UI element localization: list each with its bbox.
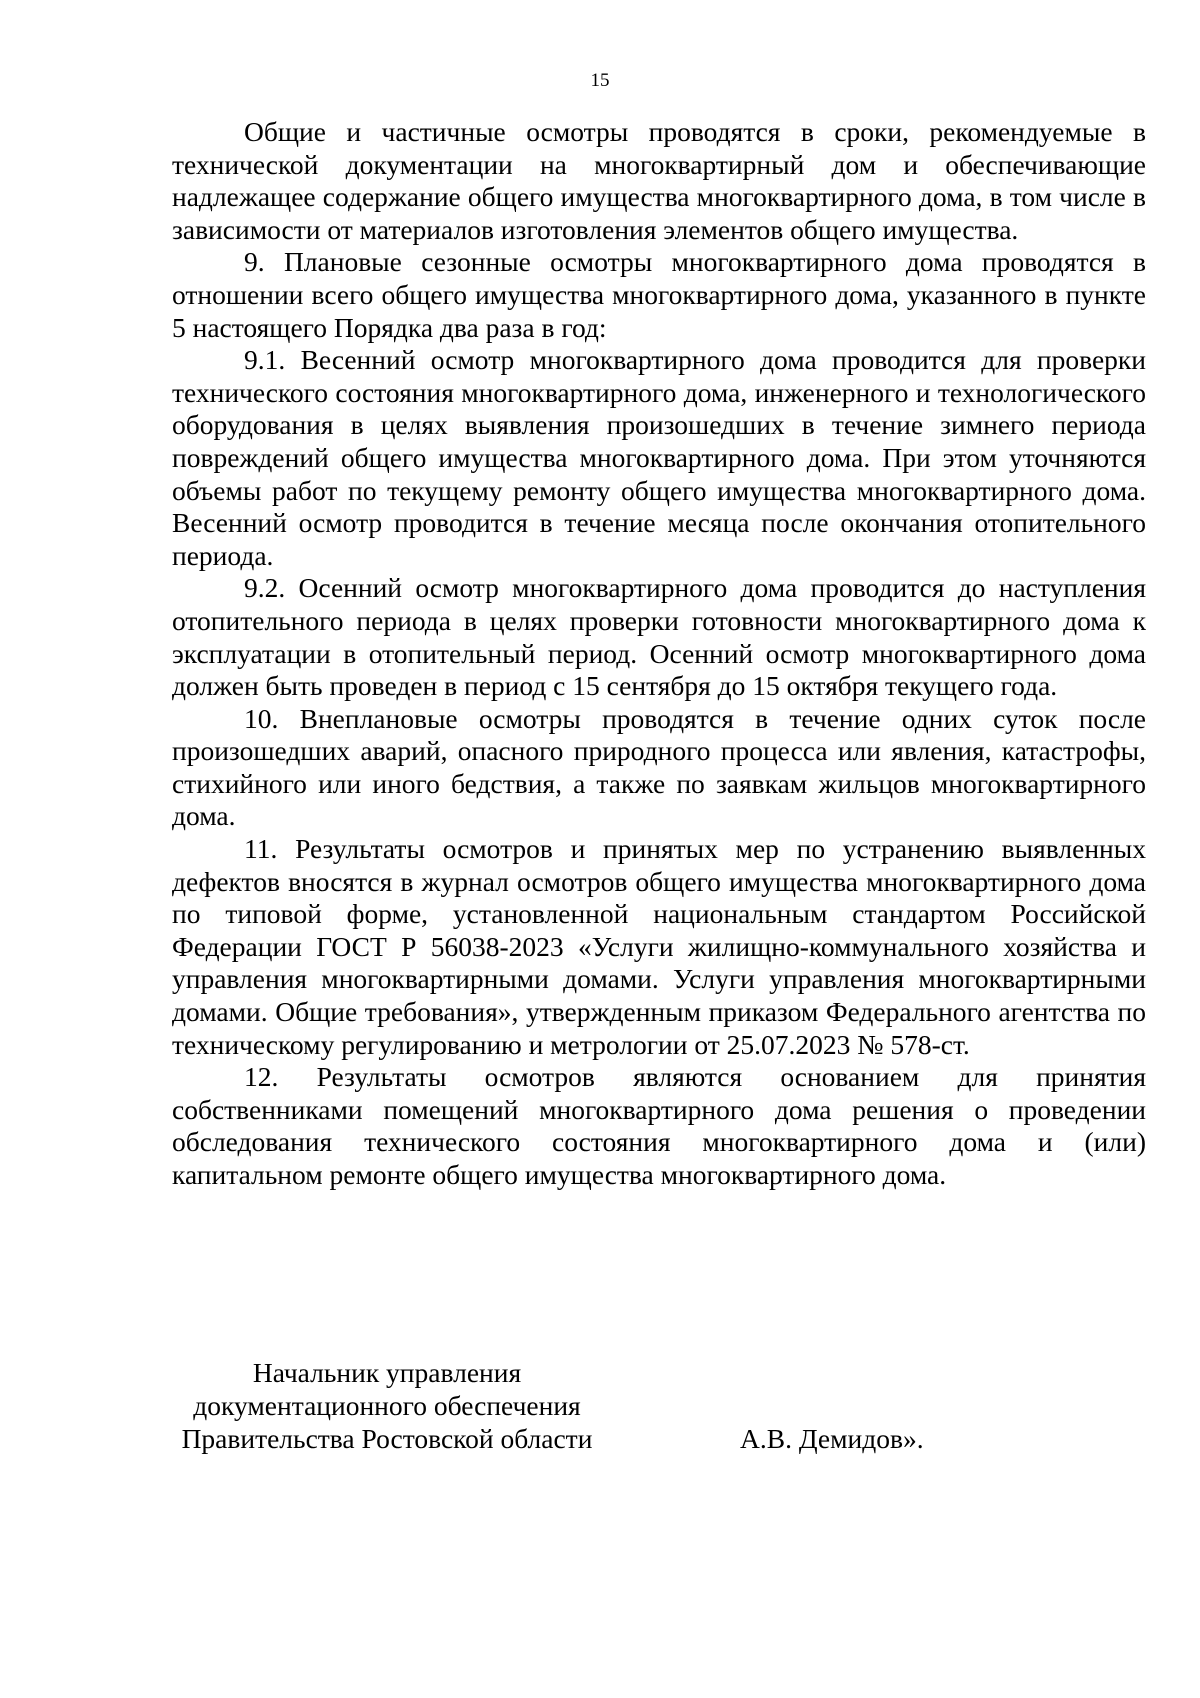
- signatory-title: [172, 1356, 602, 1455]
- signature-block: [172, 1356, 1146, 1466]
- signatory-name: А.В. Демидов».: [740, 1423, 924, 1454]
- paragraph-item-9-1: 9.1. Весенний осмотр многоквартирного дома проводится для проверки технического состояния многоквартирного дома, инженерного и технологического оборудования в целях выявления произошедших в течение зимнего периода повреждений общего имущества многоквартирного дома. При этом уточняются объемы работ по текущему ремонту общего имущества многоквартирного дома. Весенний осмотр проводится в течение месяца после окончания отопительного периода.: [172, 344, 1146, 571]
- paragraph-item-12: 12. Результаты осмотров являются основанием для принятия собственниками помещений многоквартирного дома решения о проведении обследования технического состояния многоквартирного дома и (или) капитальном ремонте общего имущества многоквартирного дома.: [172, 1061, 1146, 1190]
- document-body: [172, 116, 1146, 1192]
- paragraph-item-9-2: 9.2. Осенний осмотр многоквартирного дома проводится до наступления отопительного периода в целях проверки готовности многоквартирного дома к эксплуатации в отопительный период. Осенний осмотр многоквартирного дома должен быть проведен в период с 15 сентября до 15 октября текущего года.: [172, 572, 1146, 702]
- paragraph-item-9: 9. Плановые сезонные осмотры многоквартирного дома проводятся в отношении всего общего имущества многоквартирного дома, указанного в пункте 5 настоящего Порядка два раза в год:: [172, 246, 1146, 343]
- paragraph-item-11: 11. Результаты осмотров и принятых мер по устранению выявленных дефектов вносятся в журнал осмотров общего имущества многоквартирного дома по типовой форме, установленной национальным стандартом Российской Федерации ГОСТ Р 56038-2023 «Услуги жилищно-коммунального хозяйства и управления многоквартирными домами. Услуги управления многоквартирными домами. Общие требования», утвержденным приказом Федерального агентства по техническому регулированию и метрологии от 25.07.2023 № 578-ст.: [172, 833, 1146, 1060]
- paragraph-item-10: 10. Внеплановые осмотры проводятся в течение одних суток после произошедших аварий, опасного природного процесса или явления, катастрофы, стихийного или иного бедствия, а также по заявкам жильцов многоквартирного дома.: [172, 702, 1146, 832]
- paragraph-general-inspections: Общие и частичные осмотры проводятся в сроки, рекомендуемые в технической документации на многоквартирный дом и обеспечивающие надлежащее содержание общего имущества многоквартирного дома, в том числе в зависимости от материалов изготовления элементов общего имущества.: [172, 116, 1146, 245]
- signatory-title-line: Начальник управления: [252, 1357, 522, 1388]
- page-number: 15: [590, 70, 610, 91]
- signatory-title-line: Правительства Ростовской области: [181, 1423, 593, 1454]
- signatory-title-line: документационного обеспечения: [193, 1390, 581, 1421]
